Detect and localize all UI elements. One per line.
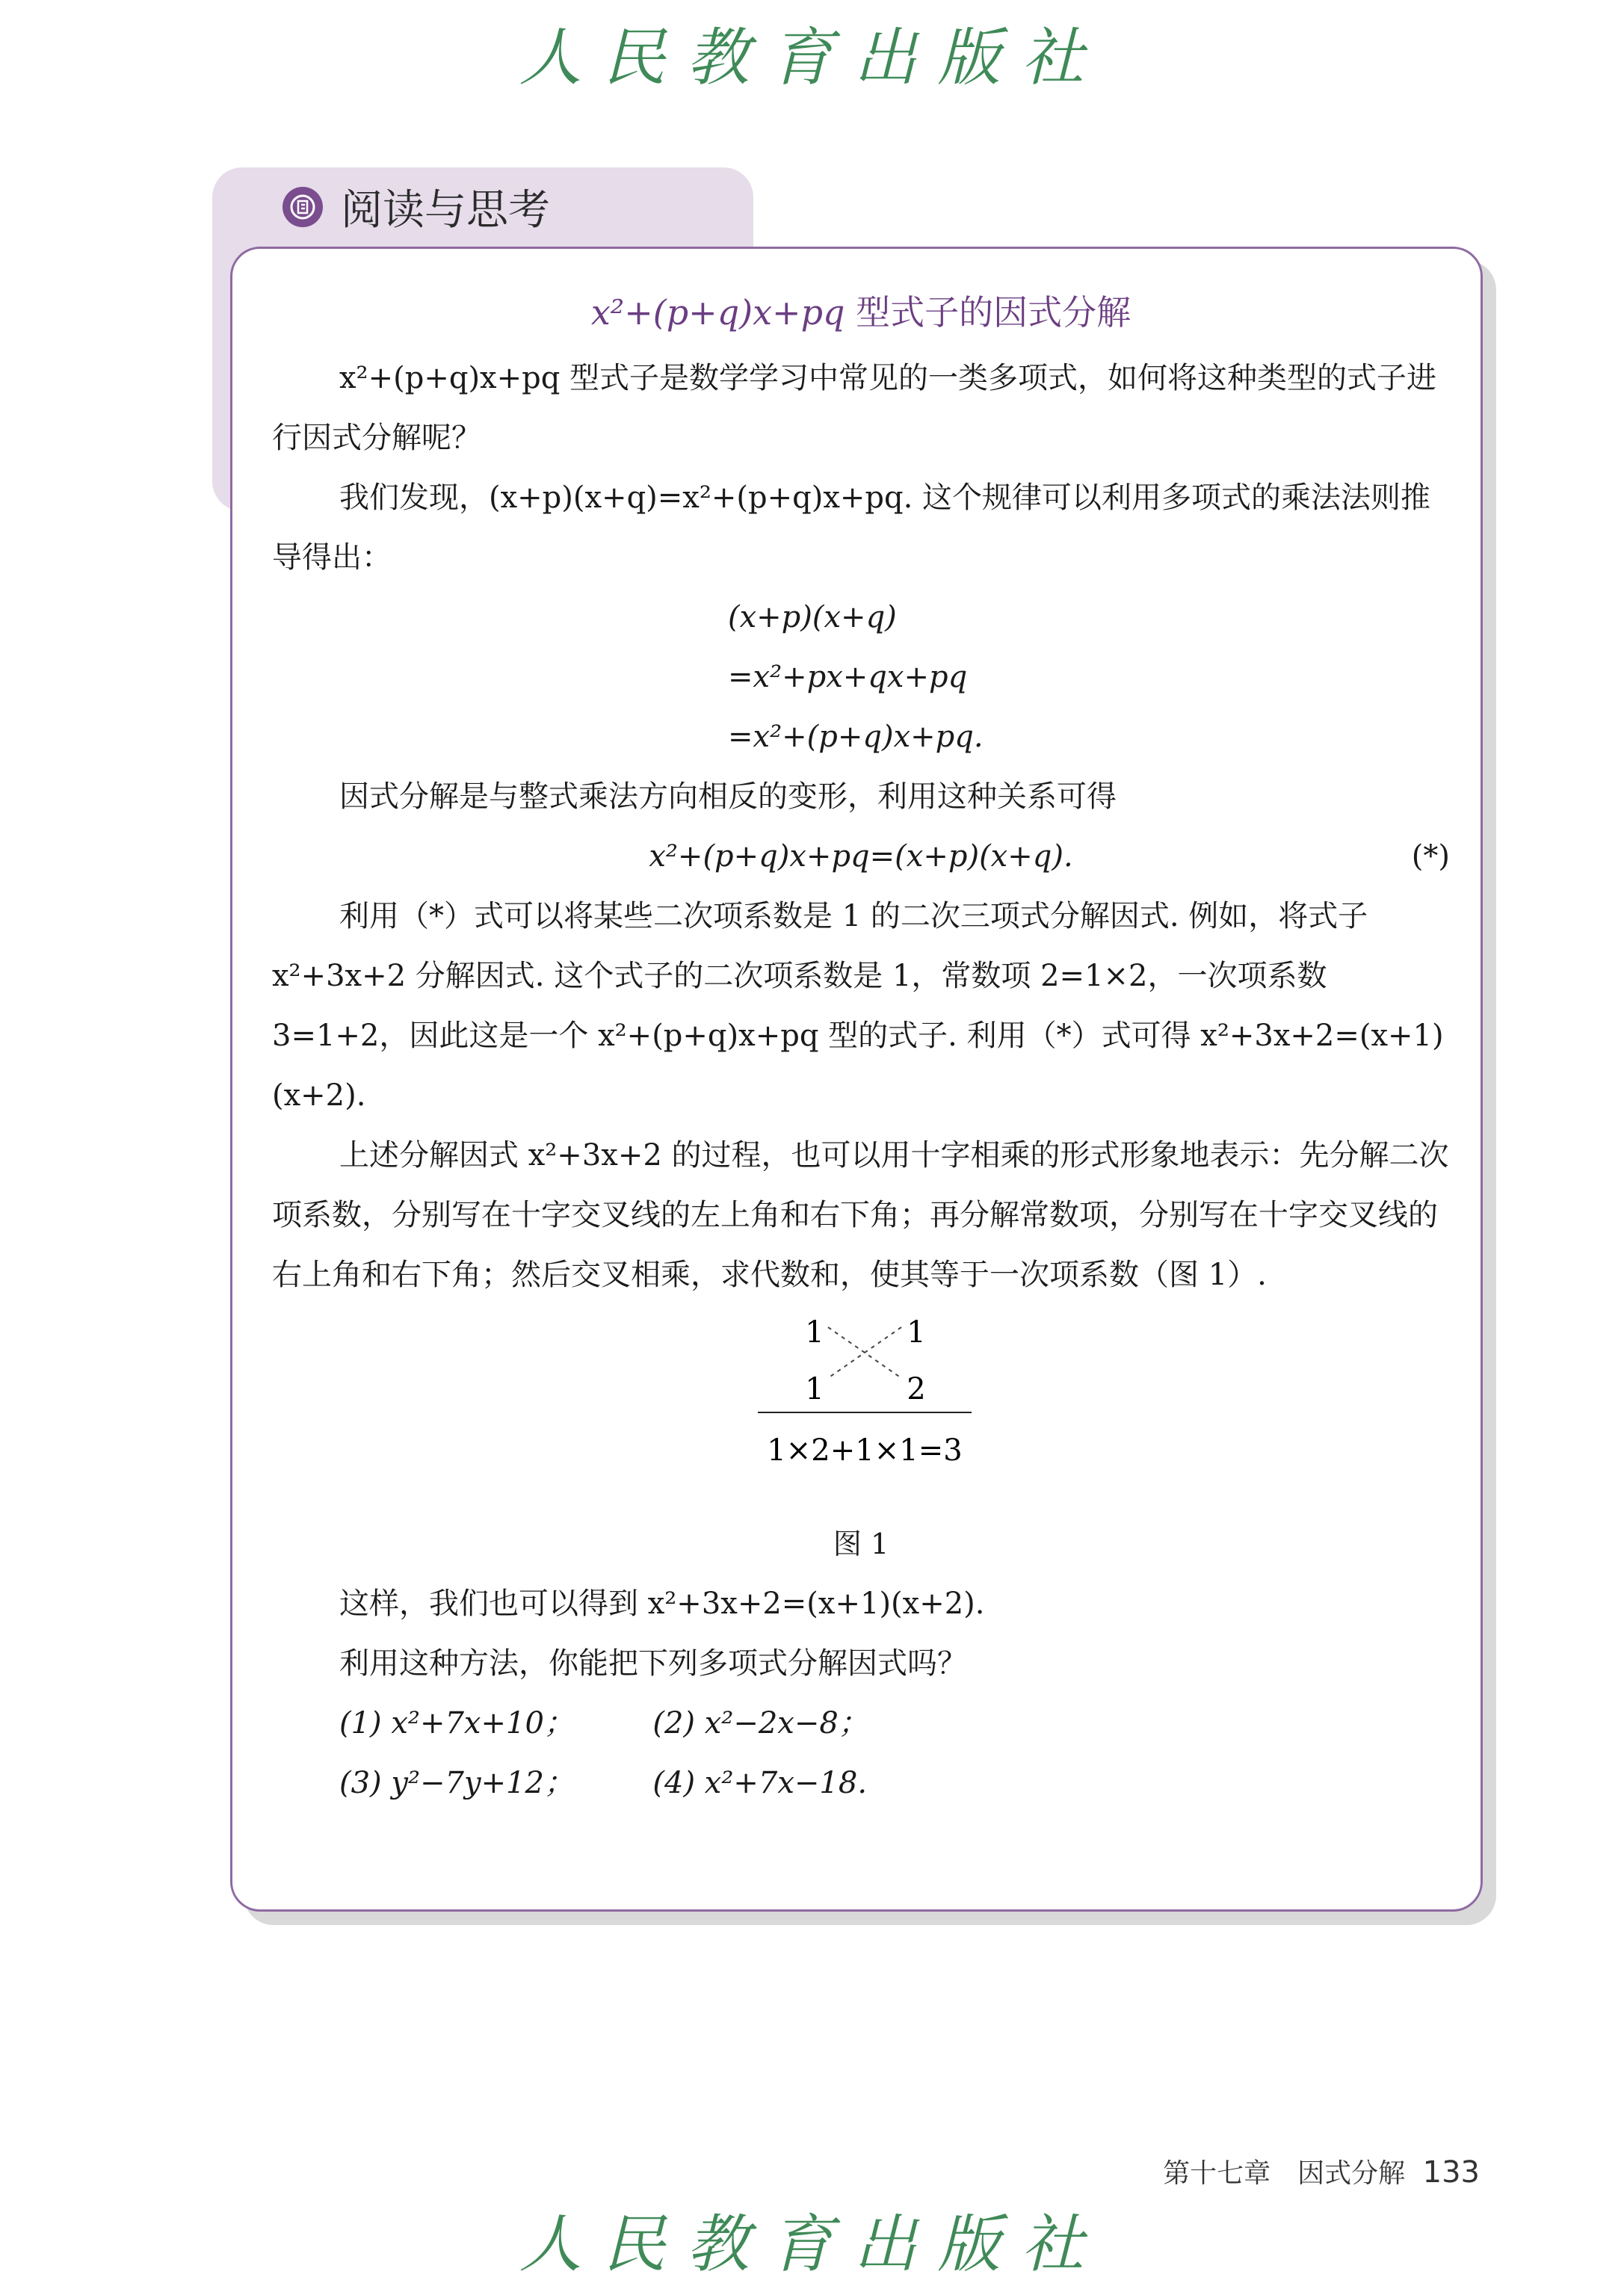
figure-br: 2 bbox=[907, 1372, 926, 1406]
exercise-row-2 bbox=[272, 1753, 1450, 1813]
paragraph-1: x²+(p+q)x+pq 型式子是数学学习中常见的一类多项式，如何将这种类型的式子进行因式分解呢？ bbox=[272, 361, 1437, 455]
paragraph-5: 上述分解因式 x²+3x+2 的过程，也可以用十字相乘的形式形象地表示：先分解二次项系数，分别写在十字交叉线的左上角和右下角；再分解常数项，分别写在十字交叉线的右上角和右下角；然后交叉相乘，求代数和，使其等于一次项系数（图 1）. bbox=[272, 1138, 1449, 1292]
article-body bbox=[272, 277, 1450, 1813]
exercise-4: (4) x²+7x−18. bbox=[652, 1766, 868, 1800]
publisher-watermark-top: 人民教育出版社 bbox=[519, 21, 1105, 94]
star-equation-tag: (*) bbox=[1411, 839, 1450, 874]
figure-tr: 1 bbox=[907, 1315, 926, 1350]
derivation bbox=[272, 587, 1450, 767]
page-footer bbox=[0, 2152, 1480, 2190]
article-title-math: x²+(p+q)x+pq bbox=[590, 292, 845, 333]
exercise-3: (3) y²−7y+12； bbox=[339, 1766, 574, 1800]
paragraph-4: 利用（*）式可以将某些二次项系数是 1 的二次三项式分解因式. 例如，将式子 x²+3x+2 分解因式. 这个式子的二次项系数是 1，常数项 2=1×2，一次项系数 3=1+2，因此这是一个 x²+(p+q)x+pq 型的式子. 利用（*）式可得 x²+3x+2=(x+1)(x+2). bbox=[272, 899, 1444, 1113]
cross-figure-graphic bbox=[272, 1305, 1450, 1514]
derivation-line-2: =x²+px+qx+pq bbox=[728, 660, 968, 694]
paragraph-2: 我们发现，(x+p)(x+q)=x²+(p+q)x+pq. 这个规律可以利用多项式的乘法法则推导得出： bbox=[272, 481, 1431, 575]
paragraph-3: 因式分解是与整式乘法方向相反的变形，利用这种关系可得 bbox=[339, 779, 1117, 814]
section-header bbox=[282, 178, 550, 236]
exercise-2: (2) x²−2x−8； bbox=[652, 1706, 868, 1740]
cross-multiplication-figure bbox=[272, 1305, 1450, 1514]
star-equation-text: x²+(p+q)x+pq=(x+p)(x+q). bbox=[649, 839, 1073, 874]
chapter-label: 第十七章 因式分解 bbox=[1163, 2158, 1406, 2189]
figure-bl: 1 bbox=[805, 1372, 824, 1406]
exercise-row-1 bbox=[272, 1693, 1450, 1753]
page-number: 133 bbox=[1422, 2155, 1480, 2190]
paragraph-7: 利用这种方法，你能把下列多项式分解因式吗？ bbox=[339, 1646, 967, 1681]
derivation-line-1: (x+p)(x+q) bbox=[728, 600, 897, 634]
article-title-text: 型式子的因式分解 bbox=[856, 292, 1131, 333]
figure-caption: 图 1 bbox=[833, 1528, 889, 1560]
article-title bbox=[272, 277, 1450, 348]
figure-tl: 1 bbox=[805, 1315, 824, 1350]
section-title: 阅读与思考 bbox=[341, 186, 550, 235]
star-equation bbox=[272, 827, 1450, 886]
exercise-1: (1) x²+7x+10； bbox=[339, 1706, 574, 1740]
paragraph-6: 这样，我们也可以得到 x²+3x+2=(x+1)(x+2). bbox=[339, 1587, 985, 1621]
derivation-line-3: =x²+(p+q)x+pq. bbox=[728, 720, 984, 754]
figure-result: 1×2+1×1=3 bbox=[767, 1433, 963, 1468]
section-badge-icon bbox=[282, 187, 323, 227]
publisher-watermark-bottom: 人民教育出版社 bbox=[519, 2208, 1105, 2281]
